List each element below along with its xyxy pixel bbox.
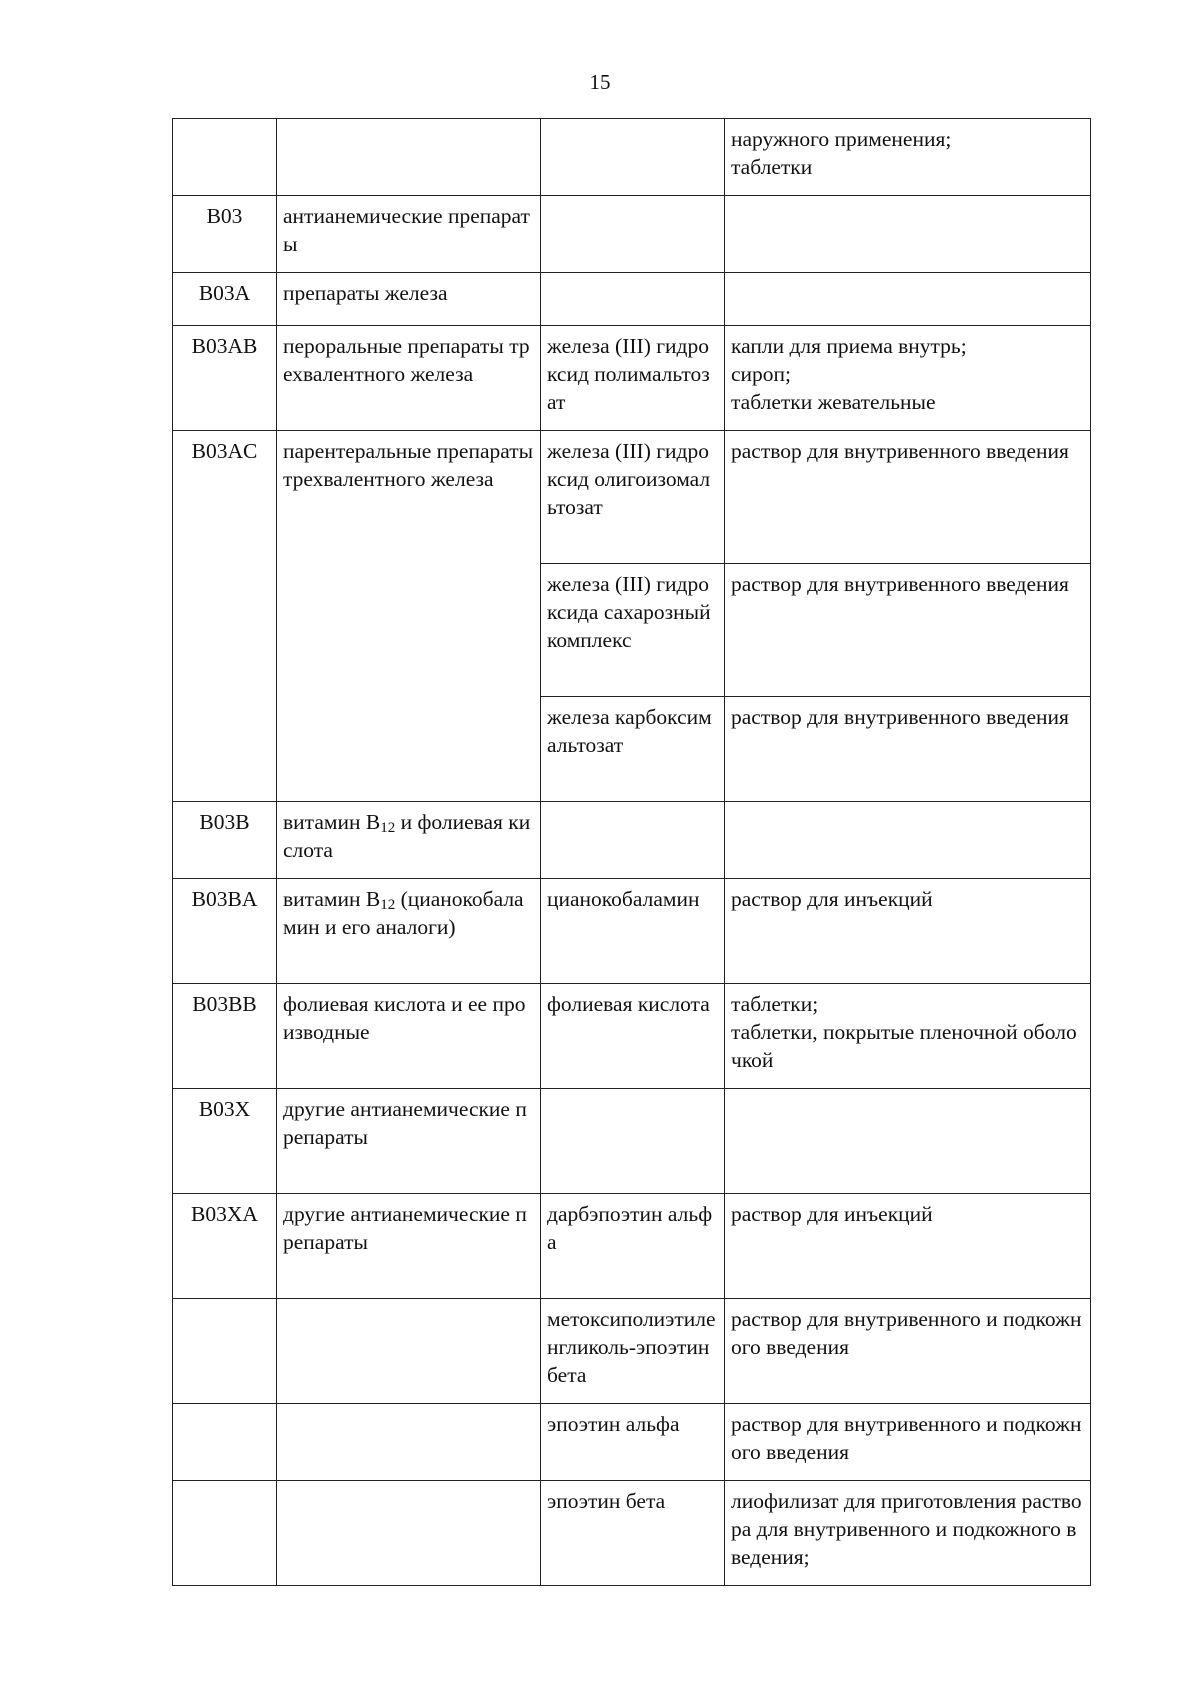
substance-cell	[541, 273, 725, 326]
dosage-form-cell: раствор для внутривенного введения	[725, 564, 1091, 697]
group-cell	[277, 1481, 541, 1586]
dosage-form-cell: лиофилизат для приготовления раствора для внутривенного и подкожного введения;	[725, 1481, 1091, 1586]
atc-code-cell: B03XA	[173, 1194, 277, 1299]
group-cell	[277, 1404, 541, 1481]
table-row	[173, 1404, 1091, 1481]
substance-cell	[541, 802, 725, 879]
atc-code-cell: B03BA	[173, 879, 277, 984]
group-cell: другие антианемические препараты	[277, 1089, 541, 1194]
atc-code-cell	[173, 1481, 277, 1586]
substance-cell: метоксиполиэтиленгликоль-эпоэтин бета	[541, 1299, 725, 1404]
group-text: и фолиевая кислота	[283, 810, 531, 862]
table-row	[173, 1194, 1091, 1299]
table-row	[173, 802, 1091, 879]
atc-code-cell: B03BB	[173, 984, 277, 1089]
table-row	[173, 431, 1091, 564]
group-cell: парентеральные препараты трехвалентного железа	[277, 431, 541, 802]
substance-cell	[541, 196, 725, 273]
dosage-form-cell: раствор для инъекций	[725, 879, 1091, 984]
dosage-form-cell: раствор для внутривенного и подкожного введения	[725, 1404, 1091, 1481]
group-cell: пероральные препараты трехвалентного железа	[277, 326, 541, 431]
dosage-form-cell	[725, 196, 1091, 273]
dosage-form-cell: таблетки; таблетки, покрытые пленочной оболочкой	[725, 984, 1091, 1089]
dosage-form-cell	[725, 273, 1091, 326]
substance-cell: дарбэпоэтин альфа	[541, 1194, 725, 1299]
group-cell	[277, 1299, 541, 1404]
table-row	[173, 1299, 1091, 1404]
substance-cell: эпоэтин бета	[541, 1481, 725, 1586]
substance-cell: фолиевая кислота	[541, 984, 725, 1089]
atc-code-cell: B03AB	[173, 326, 277, 431]
group-cell: фолиевая кислота и ее производные	[277, 984, 541, 1089]
substance-cell: железа (III) гидроксид полимальтозат	[541, 326, 725, 431]
group-cell	[277, 879, 541, 984]
dosage-form-cell: раствор для инъекций	[725, 1194, 1091, 1299]
dosage-form-cell: раствор для внутривенного введения	[725, 697, 1091, 802]
atc-code-cell	[173, 1299, 277, 1404]
dosage-form-cell: раствор для внутривенного и подкожного введения	[725, 1299, 1091, 1404]
subscript: 12	[380, 897, 396, 913]
table-row	[173, 879, 1091, 984]
substance-cell: эпоэтин альфа	[541, 1404, 725, 1481]
dosage-form-cell: капли для приема внутрь; сироп; таблетки жевательные	[725, 326, 1091, 431]
substance-cell: цианокобаламин	[541, 879, 725, 984]
substance-cell: железа карбоксимальтозат	[541, 697, 725, 802]
subscript: 12	[380, 820, 396, 836]
table-row	[173, 1481, 1091, 1586]
table-row	[173, 273, 1091, 326]
group-cell: препараты железа	[277, 273, 541, 326]
substance-cell	[541, 119, 725, 196]
group-cell: другие антианемические препараты	[277, 1194, 541, 1299]
group-text: витамин B	[283, 810, 381, 834]
substance-cell: железа (III) гидроксид олигоизомальтозат	[541, 431, 725, 564]
group-text: (цианокобаламин и его аналоги)	[283, 887, 524, 939]
substance-cell	[541, 1089, 725, 1194]
group-cell	[277, 119, 541, 196]
atc-code-cell	[173, 1404, 277, 1481]
table-row	[173, 1089, 1091, 1194]
atc-code-cell	[173, 119, 277, 196]
table-row	[173, 984, 1091, 1089]
page-number: 15	[589, 70, 611, 94]
substance-cell: железа (III) гидроксида сахарозный комплекс	[541, 564, 725, 697]
atc-code-cell: B03	[173, 196, 277, 273]
table-row	[173, 326, 1091, 431]
group-cell	[277, 802, 541, 879]
group-cell: антианемические препараты	[277, 196, 541, 273]
group-text: витамин B	[283, 887, 381, 911]
dosage-form-cell: раствор для внутривенного введения	[725, 431, 1091, 564]
table-row	[173, 196, 1091, 273]
atc-code-cell: B03AC	[173, 431, 277, 802]
atc-code-cell: B03B	[173, 802, 277, 879]
atc-code-cell: B03A	[173, 273, 277, 326]
dosage-form-cell	[725, 802, 1091, 879]
table-row	[173, 119, 1091, 196]
dosage-form-cell	[725, 1089, 1091, 1194]
dosage-form-cell: наружного применения; таблетки	[725, 119, 1091, 196]
drug-table	[172, 118, 1091, 1586]
atc-code-cell: B03X	[173, 1089, 277, 1194]
